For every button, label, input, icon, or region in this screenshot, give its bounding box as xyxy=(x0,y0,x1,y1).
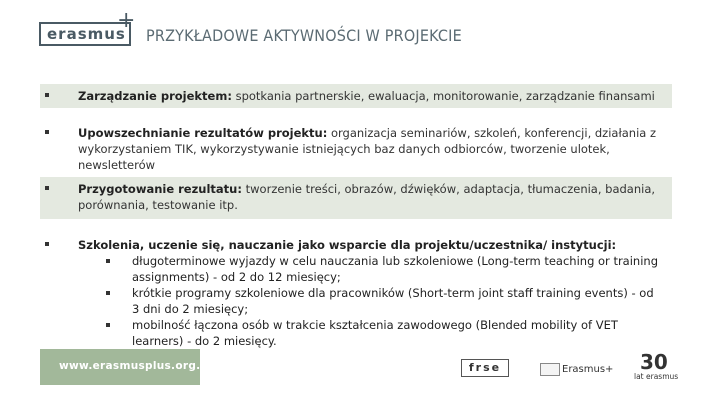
sub-list-item xyxy=(78,253,662,285)
list-item-result-preparation xyxy=(40,177,672,219)
bullet-icon xyxy=(45,130,49,134)
erasmus-plus-label: Erasmus+ xyxy=(562,364,614,375)
sub-bullet-icon xyxy=(106,259,110,263)
frse-logo: frse xyxy=(461,359,509,377)
footer-url-banner[interactable] xyxy=(40,349,213,385)
list-item-dissemination xyxy=(40,121,672,175)
bullet-icon xyxy=(45,93,49,97)
item-heading: Upowszechnianie rezultatów projektu: xyxy=(78,126,328,140)
page-title: PRZYKŁADOWE AKTYWNOŚCI W PROJEKCIE xyxy=(146,26,462,45)
sub-item-text: krótkie programy szkoleniowe dla pracowników (Short-term joint staff training events) - od 3 dni do 2 miesięcy; xyxy=(132,286,654,316)
item-description: organizacja seminariów, szkoleń, konferencji, działania z wykorzystaniem TIK, wykorzystywanie istniejących baz danych odbiorców, tworzenie ulotek, newsletterów xyxy=(78,126,657,172)
bullet-icon xyxy=(45,186,49,190)
sub-bullet-icon xyxy=(106,291,110,295)
list-item-training xyxy=(40,233,672,353)
logo-text: erasmus xyxy=(47,25,126,43)
sub-list-item xyxy=(78,317,662,349)
sub-item-text: mobilność łączona osób w trakcie kształcenia zawodowego (Blended mobility of VET learners) - do 2 miesięcy. xyxy=(132,318,618,348)
lat30-text: lat erasmus xyxy=(634,372,679,381)
30-years-logo xyxy=(634,352,684,382)
item-heading: Przygotowanie rezultatu: xyxy=(78,182,242,196)
item-description: tworzenie treści, obrazów, dźwięków, adaptacja, tłumaczenia, badania, porównania, testowanie itp. xyxy=(78,182,656,212)
sub-list-item xyxy=(78,285,662,317)
list-item-project-management xyxy=(40,84,672,108)
bullet-icon xyxy=(45,242,49,246)
item-description: spotkania partnerskie, ewaluacja, monitorowanie, zarządzanie finansami xyxy=(231,89,655,103)
logo-plus-icon: + xyxy=(117,8,136,33)
lat30-number: 30 xyxy=(640,350,668,374)
footer-url[interactable]: www.erasmusplus.org.pl xyxy=(59,360,213,372)
item-heading: Zarządzanie projektem: xyxy=(78,89,232,103)
sub-item-text: długoterminowe wyjazdy w celu nauczania lub szkoleniowe (Long-term teaching or training assignments) - od 2 do 12 miesięcy; xyxy=(132,254,658,284)
sub-bullet-icon xyxy=(106,323,110,327)
eu-flag-icon xyxy=(540,363,560,376)
item-heading: Szkolenia, uczenie się, nauczanie jako wsparcie dla projektu/uczestnika/ instytucji: xyxy=(78,238,617,252)
